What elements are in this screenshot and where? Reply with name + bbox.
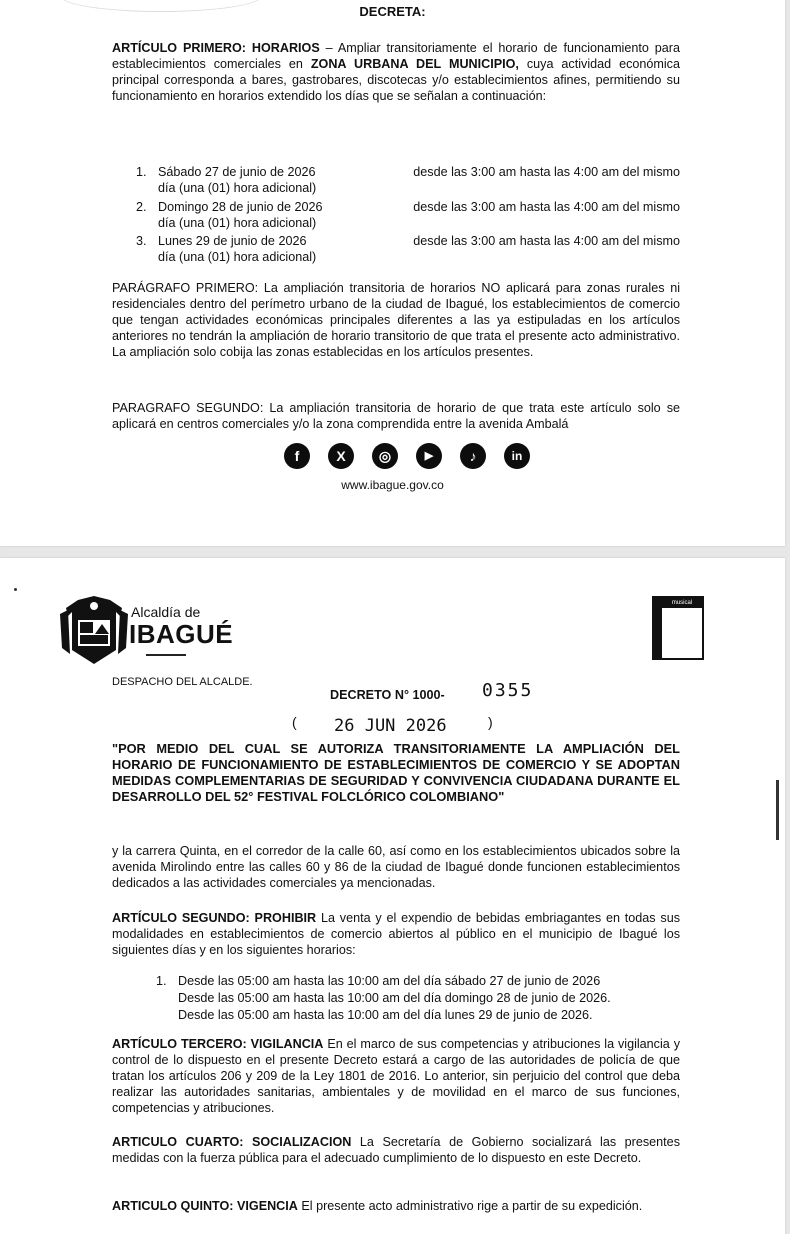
schedule-time: desde las 3:00 am hasta las 4:00 am del mismo bbox=[413, 200, 680, 214]
coat-of-arms-icon bbox=[58, 594, 130, 666]
schedule-time: desde las 3:00 am hasta las 4:00 am del mismo bbox=[413, 165, 680, 179]
articulo-cuarto-text: La Secretaría de Gobierno socializará las presentes medidas con la fuerza pública para el adecuado cumplimiento de lo dispuesto en este Decreto. bbox=[112, 1135, 680, 1165]
scan-margin-line bbox=[776, 780, 779, 840]
list-item: Desde las 05:00 am hasta las 10:00 am del día sábado 27 de junio de 2026 bbox=[178, 974, 601, 988]
x-icon[interactable]: X bbox=[328, 443, 354, 469]
articulo-primero-text1: – Ampliar transitoriamente el horario de funcionamiento para establecimientos comerciales en bbox=[112, 41, 680, 71]
articulo-cuarto-lead: ARTICULO CUARTO: SOCIALIZACION bbox=[112, 1135, 352, 1149]
continuation-text: y la carrera Quinta, en el corredor de la calle 60, así como en los establecimientos ubicados sobre la avenida Mirolindo entre las calles 60 y 86 de la ciudad de Ibagué donde funcionen establecimientos dedicados a las actividades comerciales ya mencionadas. bbox=[112, 844, 680, 890]
linkedin-icon[interactable]: in bbox=[504, 443, 530, 469]
schedule-cont: día (una (01) hora adicional) bbox=[158, 216, 317, 230]
articulo-cuarto bbox=[112, 1134, 680, 1166]
stamp-label: musical bbox=[662, 598, 702, 608]
logo-underline bbox=[146, 654, 186, 656]
schedule-num: 1. bbox=[136, 165, 147, 179]
articulo-primero bbox=[112, 40, 680, 104]
logo-small-text: Alcaldía de bbox=[131, 604, 201, 620]
articulo-quinto-lead: ARTICULO QUINTO: VIGENCIA bbox=[112, 1199, 298, 1213]
articulo-quinto-text: El presente acto administrativo rige a partir de su expedición. bbox=[297, 1199, 643, 1213]
articulo-primero-lead: ARTÍCULO PRIMERO: HORARIOS bbox=[112, 41, 320, 55]
paragrafo-primero: PARÁGRAFO PRIMERO: La ampliación transitoria de horarios NO aplicará para zonas rurales ni residenciales dentro del perímetro urbano de la ciudad de Ibagué, los establecimientos de comercio que tengan actividades económicas principales diferentes a las ya estipuladas en los artículos anteriores no tendrán la ampliación de horario transitorio de que trata el presente acto administrativo. La ampliación solo cobija las zonas establecidas en los artículos presentes. bbox=[112, 281, 680, 359]
list-num: 1. bbox=[156, 974, 167, 988]
date-paren-close: ) bbox=[488, 714, 493, 730]
date-paren-open: ( bbox=[292, 714, 297, 730]
schedule-num: 2. bbox=[136, 200, 147, 214]
schedule-date: Domingo 28 de junio de 2026 bbox=[158, 200, 323, 214]
despacho-label: DESPACHO DEL ALCALDE. bbox=[112, 676, 253, 688]
scan-dot bbox=[14, 588, 17, 591]
youtube-icon[interactable]: ▶ bbox=[416, 443, 442, 469]
schedule-date: Lunes 29 de junio de 2026 bbox=[158, 234, 307, 248]
logo-big-text: IBAGUÉ bbox=[129, 619, 234, 649]
document-page-top bbox=[0, 0, 785, 546]
articulo-segundo bbox=[112, 910, 680, 958]
articulo-tercero-lead: ARTÍCULO TERCERO: VIGILANCIA bbox=[112, 1037, 324, 1051]
articulo-quinto bbox=[112, 1198, 680, 1214]
tiktok-icon[interactable]: ♪ bbox=[460, 443, 486, 469]
facebook-icon[interactable]: f bbox=[284, 443, 310, 469]
schedule-cont: día (una (01) hora adicional) bbox=[158, 250, 317, 264]
schedule-cont: día (una (01) hora adicional) bbox=[158, 181, 317, 195]
articulo-tercero-text: En el marco de sus competencias y atribuciones la vigilancia y control de lo dispuesto en el presente Decreto estará a cargo de las autoridades de policía de que tratan los artículos 206 y 209 de la Ley 1801 de 2016. Lo anterior, sin perjuicio del control que deba realizar las autoridades sanitarias, ambientales y de movilidad en el marco de sus funciones, competencias y atribuciones. bbox=[112, 1037, 680, 1115]
instagram-icon[interactable]: ◎ bbox=[372, 443, 398, 469]
articulo-segundo-lead: ARTÍCULO SEGUNDO: PROHIBIR bbox=[112, 911, 317, 925]
decreto-title: "POR MEDIO DEL CUAL SE AUTORIZA TRANSITORIAMENTE LA AMPLIACIÓN DEL HORARIO DE FUNCIONAMIENTO DE ESTABLECIMIENTOS DE COMERCIO Y SE ADOPTAN MEDIDAS COMPLEMENTARIAS DE SEGURIDAD Y CONVIVENCIA CIUDADANA DURANTE EL DESARROLLO DEL 52° FESTIVAL FOLCLÓRICO COLOMBIANO" bbox=[112, 741, 680, 804]
decreto-date: 26 JUN 2026 bbox=[334, 716, 447, 736]
paragrafo-segundo: PARAGRAFO SEGUNDO: La ampliación transitoria de horario de que trata este artículo solo se aplicará en centros comerciales y/o la zona comprendida entre la avenida Ambalá bbox=[112, 401, 680, 431]
schedule-time: desde las 3:00 am hasta las 4:00 am del mismo bbox=[413, 234, 680, 248]
social-icons-row bbox=[0, 443, 785, 469]
schedule-date: Sábado 27 de junio de 2026 bbox=[158, 165, 316, 179]
festival-stamp-icon bbox=[652, 596, 704, 660]
articulo-primero-text2: cuya actividad económica principal corresponda a bares, gastrobares, discotecas y/o establecimientos afines, permitiendo su funcionamiento en horarios extendido los días que se señalan a continuación: bbox=[112, 57, 680, 103]
decreto-number: 0355 bbox=[482, 680, 534, 701]
list-item: Desde las 05:00 am hasta las 10:00 am del día domingo 28 de junio de 2026. bbox=[178, 991, 611, 1005]
website-link[interactable]: www.ibague.gov.co bbox=[341, 478, 444, 492]
zona-urbana: ZONA URBANA DEL MUNICIPIO, bbox=[310, 57, 519, 71]
articulo-tercero bbox=[112, 1036, 680, 1116]
articulo-segundo-text: La venta y el expendio de bebidas embriagantes en todas sus modalidades en establecimientos de comercio abiertos al público en el municipio de Ibagué los siguientes días y en los siguientes horarios: bbox=[112, 911, 680, 957]
schedule-num: 3. bbox=[136, 234, 147, 248]
list-item: Desde las 05:00 am hasta las 10:00 am del día lunes 29 de junio de 2026. bbox=[178, 1008, 593, 1022]
decreto-label: DECRETO N° 1000- bbox=[330, 688, 445, 702]
decreta-heading: DECRETA: bbox=[359, 4, 426, 19]
